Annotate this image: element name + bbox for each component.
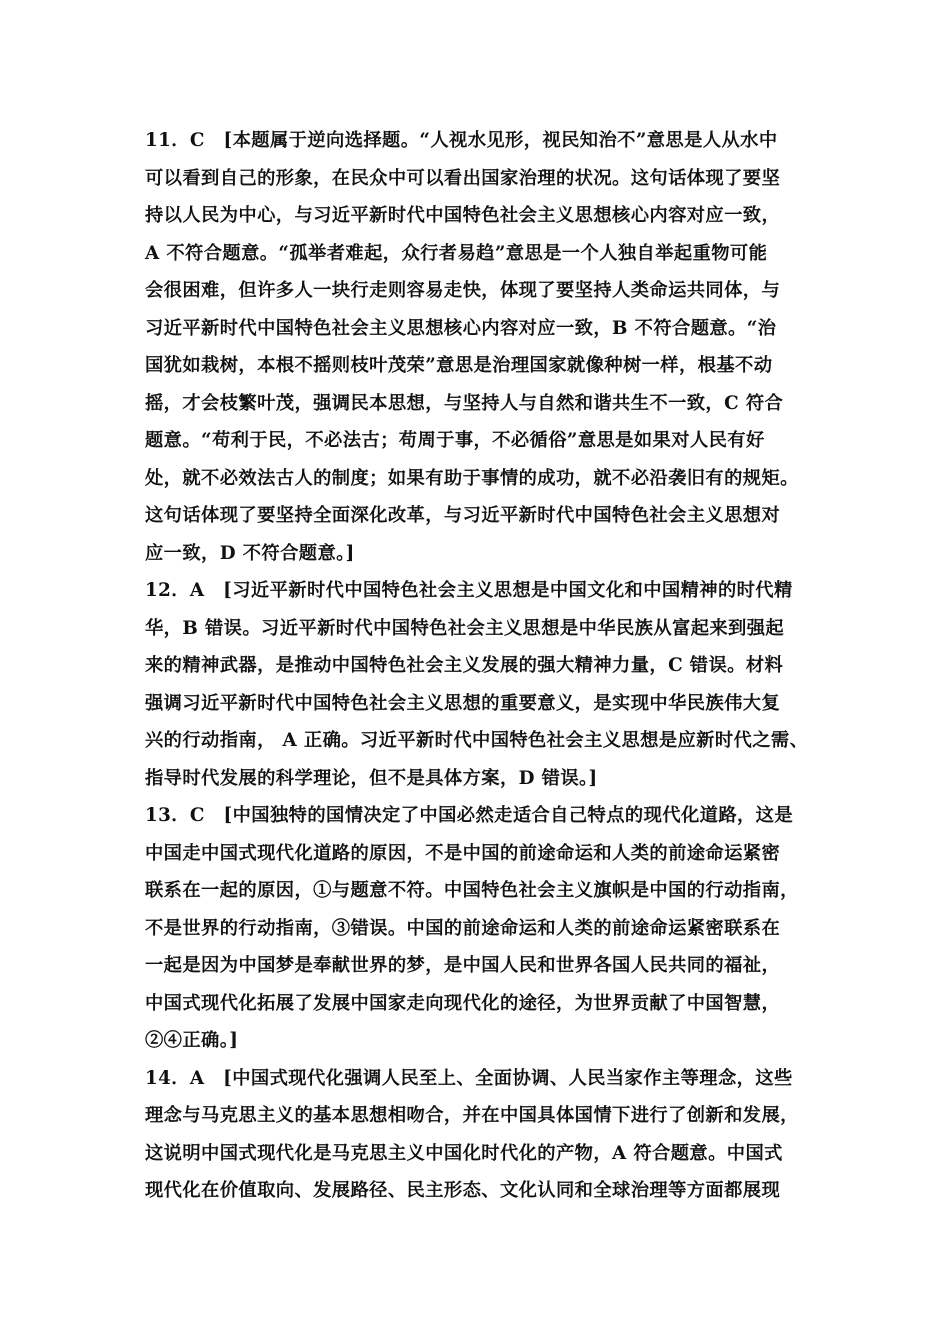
document-body bbox=[145, 122, 825, 1210]
text-line: 会很困难，但许多人一块行走则容易走快，体现了要坚持人类命运共同体，与 bbox=[145, 280, 781, 301]
text-line: 摇，才会枝繁叶茂，强调民本思想，与坚持人与自然和谐共生不一致，C 符合 bbox=[145, 392, 784, 414]
text-line: 持以人民为中心，与习近平新时代中国特色社会主义思想核心内容对应一致， bbox=[145, 205, 781, 226]
text-line: 应一致，D 不符合题意。] bbox=[145, 542, 355, 564]
text-line: 一起是因为中国梦是奉献世界的梦，是中国人民和世界各国人民共同的福祉， bbox=[145, 955, 781, 976]
text-line: 处，就不必效法古人的制度；如果有助于事情的成功，就不必沿袭旧有的规矩。 bbox=[145, 467, 799, 489]
text-line: 题意。“苟利于民，不必法古；苟周于事，不必循俗”意思是如果对人民有好 bbox=[145, 430, 765, 451]
text-line: 这说明中国式现代化是马克思主义中国化时代化的产物，A 符合题意。中国式 bbox=[145, 1142, 783, 1164]
text-line: 理念与马克思主义的基本思想相吻合，并在中国具体国情下进行了创新和发展， bbox=[145, 1105, 799, 1126]
text-line: A 不符合题意。“孤举者难起，众行者易趋”意思是一个人独自举起重物可能 bbox=[145, 242, 768, 264]
text-line: 14．A [中国式现代化强调人民至上、全面协调、人民当家作主等理念，这些 bbox=[145, 1067, 793, 1089]
text-line: 现代化在价值取向、发展路径、民主形态、文化认同和全球治理等方面都展现 bbox=[145, 1180, 781, 1201]
text-line: 中国式现代化拓展了发展中国家走向现代化的途径，为世界贡献了中国智慧， bbox=[145, 992, 781, 1014]
text-line: 不是世界的行动指南，③错误。中国的前途命运和人类的前途命运紧密联系在 bbox=[145, 917, 781, 939]
text-line: 可以看到自己的形象，在民众中可以看出国家治理的状况。这句话体现了要坚 bbox=[145, 167, 781, 189]
text-line: ②④正确。] bbox=[145, 1030, 239, 1051]
text-line: 13．C [中国独特的国情决定了中国必然走适合自己特点的现代化道路，这是 bbox=[145, 805, 794, 826]
text-line: 来的精神武器，是推动中国特色社会主义发展的强大精神力量，C 错误。材料 bbox=[145, 655, 784, 676]
text-line: 这句话体现了要坚持全面深化改革，与习近平新时代中国特色社会主义思想对 bbox=[145, 505, 781, 526]
text-line: 强调习近平新时代中国特色社会主义思想的重要意义，是实现中华民族伟大复 bbox=[145, 692, 781, 714]
text-line: 国犹如栽树，本根不摇则枝叶茂荣”意思是治理国家就像种树一样，根基不动 bbox=[145, 355, 773, 376]
text-line: 联系在一起的原因，①与题意不符。中国特色社会主义旗帜是中国的行动指南， bbox=[145, 880, 799, 901]
text-line: 11．C [本题属于逆向选择题。“人视水见形，视民知治不”意思是人从水中 bbox=[145, 130, 778, 151]
text-line: 兴的行动指南， A 正确。习近平新时代中国特色社会主义思想是应新时代之需、 bbox=[145, 730, 809, 751]
text-line: 习近平新时代中国特色社会主义思想核心内容对应一致，B 不符合题意。“治 bbox=[145, 317, 777, 339]
text-line: 12．A [习近平新时代中国特色社会主义思想是中国文化和中国精神的时代精 bbox=[145, 580, 793, 601]
text-line: 华，B 错误。习近平新时代中国特色社会主义思想是中华民族从富起来到强起 bbox=[145, 617, 785, 639]
text-line: 中国走中国式现代化道路的原因，不是中国的前途命运和人类的前途命运紧密 bbox=[145, 842, 781, 864]
text-line: 指导时代发展的科学理论，但不是具体方案，D 错误。] bbox=[145, 767, 598, 789]
